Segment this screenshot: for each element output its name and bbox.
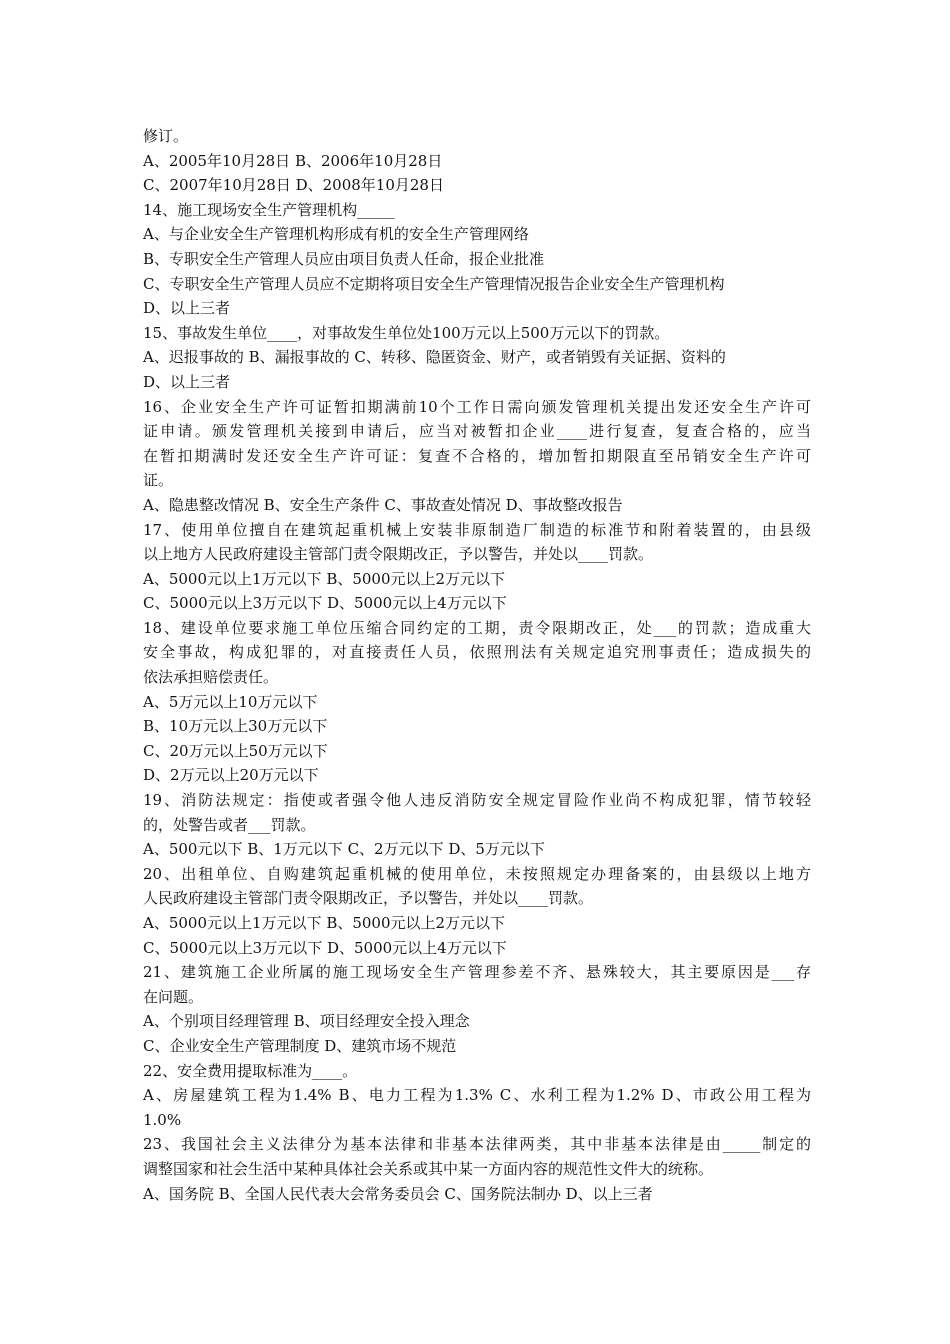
text-line: 在问题。 bbox=[143, 987, 204, 1006]
text-line: 19、消防法规定：指使或者强令他人违反消防安全规定冒险作业尚不构成犯罪，情节较轻 bbox=[143, 791, 811, 810]
text-line: A、个别项目经理管理 B、项目经理安全投入理念 bbox=[143, 1012, 470, 1031]
text-line: C、2007年10月28日 D、2008年10月28日 bbox=[143, 176, 444, 195]
text-line: 在暂扣期满时发还安全生产许可证：复查不合格的，增加暂扣期限直至吊销安全生产许可 bbox=[143, 446, 811, 465]
text-line: 21、建筑施工企业所属的施工现场安全生产管理参差不齐、悬殊较大，其主要原因是___存 bbox=[143, 963, 811, 982]
text-line: 14、施工现场安全生产管理机构_____ bbox=[143, 200, 395, 219]
text-line: 依法承担赔偿责任。 bbox=[143, 668, 279, 687]
text-line: A、国务院 B、全国人民代表大会常务委员会 C、国务院法制办 D、以上三者 bbox=[143, 1184, 653, 1203]
text-line: A、与企业安全生产管理机构形成有机的安全生产管理网络 bbox=[143, 225, 529, 244]
text-line: A、500元以下 B、1万元以下 C、2万元以下 D、5万元以下 bbox=[143, 840, 545, 859]
text-line: 的，处警告或者___罚款。 bbox=[143, 815, 316, 834]
text-line: 1.0% bbox=[143, 1110, 182, 1129]
text-line: 修订。 bbox=[143, 127, 189, 145]
text-line: 15、事故发生单位____，对事故发生单位处100万元以上500万元以下的罚款。 bbox=[143, 323, 670, 342]
text-line: A、5000元以上1万元以下 B、5000元以上2万元以下 bbox=[143, 569, 506, 588]
text-line: 人民政府建设主管部门责令限期改正，予以警告，并处以____罚款。 bbox=[143, 889, 594, 908]
text-line: 证申请。颁发管理机关接到申请后，应当对被暂扣企业____进行复查，复查合格的，应当 bbox=[143, 422, 811, 441]
text-line: 以上地方人民政府建设主管部门责令限期改正，予以警告，并处以____罚款。 bbox=[143, 545, 654, 564]
text-line: D、以上三者 bbox=[143, 372, 231, 391]
text-line: D、以上三者 bbox=[143, 299, 231, 318]
text-line: 17、使用单位擅自在建筑起重机械上安装非原制造厂制造的标准节和附着装置的，由县级 bbox=[143, 520, 811, 539]
text-line: 23、我国社会主义法律分为基本法律和非基本法律两类，其中非基本法律是由_____制定的 bbox=[143, 1135, 811, 1154]
text-line: C、5000元以上3万元以下 D、5000元以上4万元以下 bbox=[143, 938, 507, 957]
text-line: 16、企业安全生产许可证暂扣期满前10个工作日需向颁发管理机关提出发还安全生产许可 bbox=[143, 397, 811, 416]
text-line: B、10万元以上30万元以下 bbox=[143, 717, 328, 736]
text-line: A、隐患整改情况 B、安全生产条件 C、事故查处情况 D、事故整改报告 bbox=[143, 495, 623, 514]
text-line: A、2005年10月28日 B、2006年10月28日 bbox=[143, 151, 443, 170]
text-line: A、房屋建筑工程为1.4% B、电力工程为1.3% C、水利工程为1.2% D、市政公用工程为 bbox=[143, 1086, 811, 1105]
text-line: C、企业安全生产管理制度 D、建筑市场不规范 bbox=[143, 1036, 457, 1055]
text-line: C、5000元以上3万元以下 D、5000元以上4万元以下 bbox=[143, 594, 507, 613]
text-line: B、专职安全生产管理人员应由项目负责人任命，报企业批准 bbox=[143, 249, 545, 268]
text-line: A、迟报事故的 B、漏报事故的 C、转移、隐匿资金、财产，或者销毁有关证据、资料的 bbox=[143, 348, 726, 367]
text-line: 22、安全费用提取标准为____。 bbox=[143, 1061, 358, 1080]
text-line: 调整国家和社会生活中某种具体社会关系或其中某一方面内容的规范性文件大的统称。 bbox=[143, 1159, 714, 1178]
text-line: 20、出租单位、自购建筑起重机械的使用单位，未按照规定办理备案的，由县级以上地方 bbox=[143, 864, 811, 883]
text-line: C、专职安全生产管理人员应不定期将项目安全生产管理情况报告企业安全生产管理机构 bbox=[143, 274, 725, 293]
text-line: D、2万元以上20万元以下 bbox=[143, 766, 319, 785]
text-line: 安全事故，构成犯罪的，对直接责任人员，依照刑法有关规定追究刑事责任；造成损失的 bbox=[143, 643, 811, 662]
text-line: C、20万元以上50万元以下 bbox=[143, 741, 328, 760]
text-line: A、5万元以上10万元以下 bbox=[143, 692, 318, 711]
text-line: 18、建设单位要求施工单位压缩合同约定的工期，责令限期改正，处___的罚款；造成重大 bbox=[143, 618, 811, 637]
document-body bbox=[143, 124, 811, 1206]
text-line: 证。 bbox=[143, 471, 174, 490]
text-line: A、5000元以上1万元以下 B、5000元以上2万元以下 bbox=[143, 914, 506, 932]
